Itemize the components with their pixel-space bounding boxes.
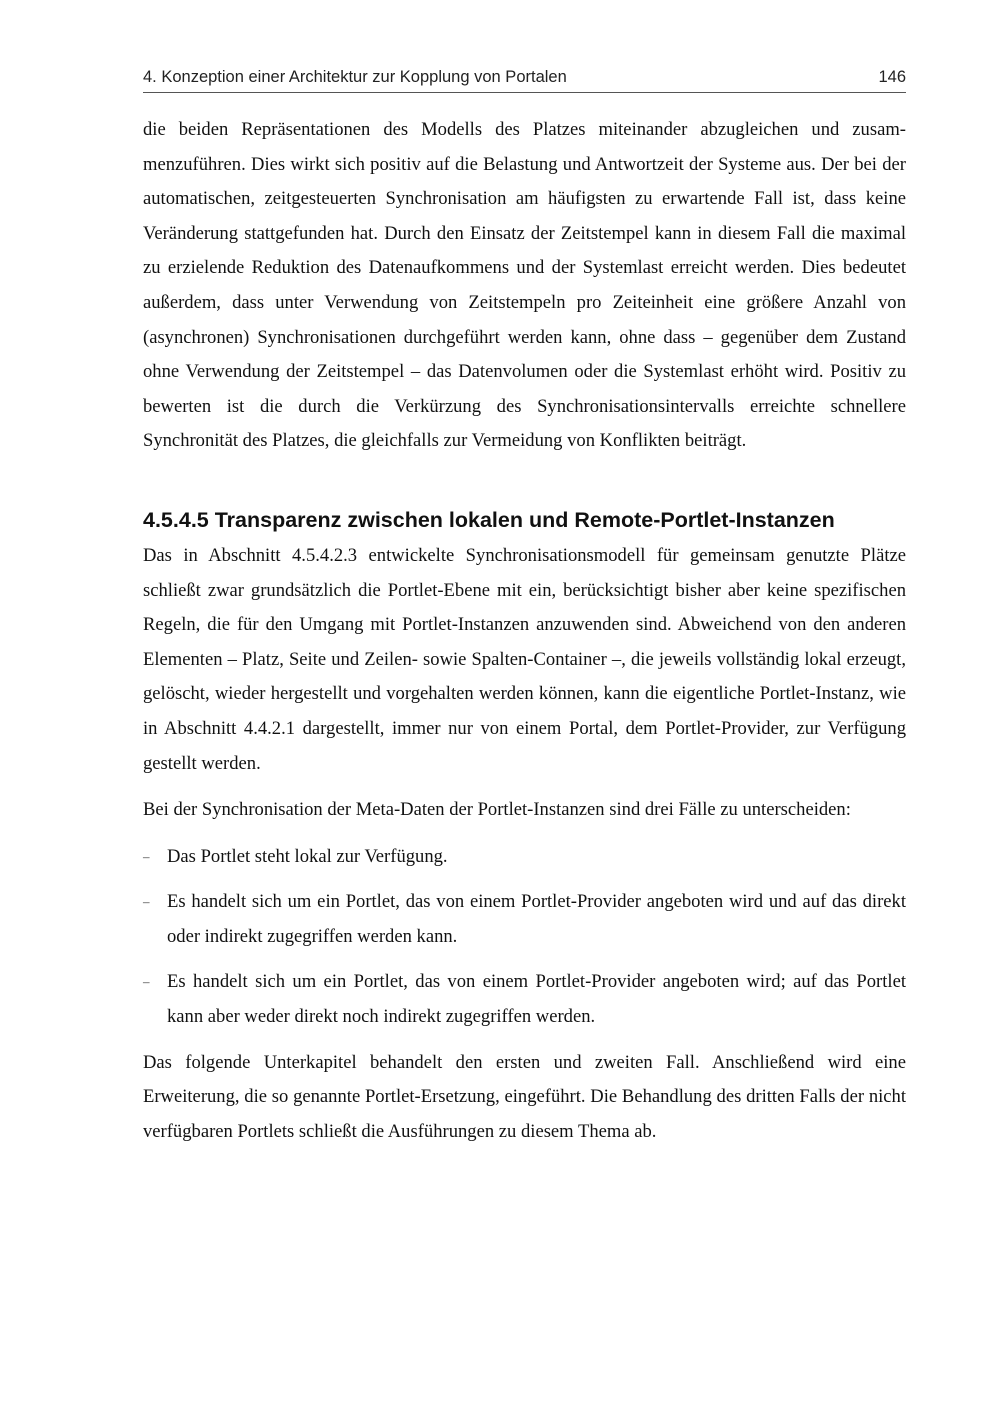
list-item-text: Es handelt sich um ein Portlet, das von einem Portlet-Provider angeboten wird; auf das Portlet kann aber weder direkt noch indirekt zugegriffen werden. — [167, 971, 906, 1028]
list-dash-marker: – — [143, 894, 150, 910]
running-header-title: 4. Konzeption einer Architektur zur Kopplung von Portalen — [143, 68, 567, 86]
list-item-text: Das Portlet steht lokal zur Verfügung. — [167, 845, 448, 867]
list-item-text: Es handelt sich um ein Portlet, das von einem Portlet-Provider angeboten wird und auf das direkt oder indirekt zugegriffen werden kann. — [167, 891, 906, 947]
section-paragraph-3: Das folgende Unterkapitel behandelt den ersten und zweiten Fall. Anschließend wird eine Erweiterung, die so genannte Portlet-Ersetzung, eingeführt. Die Behandlung des dritten Falls der nicht verfügbaren Portlets schließt die Ausführungen zu diesem Thema ab. — [143, 1051, 906, 1142]
list-item — [143, 885, 906, 954]
list-dash-marker: – — [143, 974, 150, 990]
paragraph-continuation: die beiden Repräsentationen des Modells des Platzes miteinander abzugleichen und zusammenzuführen. Dies wirkt sich positiv auf die Belastung und Antwortzeit der Systeme aus. Der bei der automatischen, zeitgesteuerten Synchronisation am häufigsten zu erwartende Fall ist, dass keine Veränderung stattgefunden hat. Durch den Einsatz der Zeitstempel kann in diesem Fall die maximal zu erzielende Reduktion des Datenaufkommens und der Systemlast erreicht werden. Dies bedeutet außerdem, dass unter Verwendung von Zeitstempeln pro Zeiteinheit eine größere Anzahl von (asynchronen) Synchronisationen durchgeführt werden kann, ohne dass – gegenüber dem Zustand ohne Verwendung der Zeitstempel – das Datenvolumen oder die Systemlast erhöht wird. Positiv zu bewerten ist die durch die Verkürzung des Synchronisationsintervalls erreichte schnellere Synchronität des Platzes, die gleichfalls zur Vermeidung von Konflikten beiträgt. — [143, 119, 906, 452]
section-paragraph-2: Bei der Synchronisation der Meta-Daten der Portlet-Instanzen sind drei Fälle zu unterscheiden: — [143, 799, 851, 821]
running-header — [143, 66, 906, 93]
list-item — [143, 840, 906, 875]
section-paragraph-1: Das in Abschnitt 4.5.4.2.3 entwickelte Synchronisationsmodell für gemeinsam genutzte Plätze schließt zwar grundsätzlich die Portlet-Ebene mit ein, berücksichtigt bisher aber keine spezifischen Regeln, die für den Umgang mit Portlet-Instanzen anzuwenden sind. Abweichend von den anderen Elementen – Platz, Seite und Zeilen- sowie Spalten-Container –, die jeweils vollständig lokal erzeugt, gelöscht, wieder hergestellt und vorgehalten werden können, kann die eigentliche Portlet-Instanz, wie in Abschnitt 4.4.2.1 dargestellt, immer nur von einem Portal, dem Portlet-Provider, zur Verfügung gestellt werden. — [143, 544, 906, 774]
case-list — [143, 840, 906, 1035]
list-item — [143, 965, 906, 1034]
document-body — [143, 113, 906, 1149]
section-heading: 4.5.4.5 Transparenz zwischen lokalen und Remote-Portlet-Instanzen — [143, 507, 835, 532]
page-number: 146 — [878, 68, 906, 86]
list-dash-marker: – — [143, 848, 150, 864]
